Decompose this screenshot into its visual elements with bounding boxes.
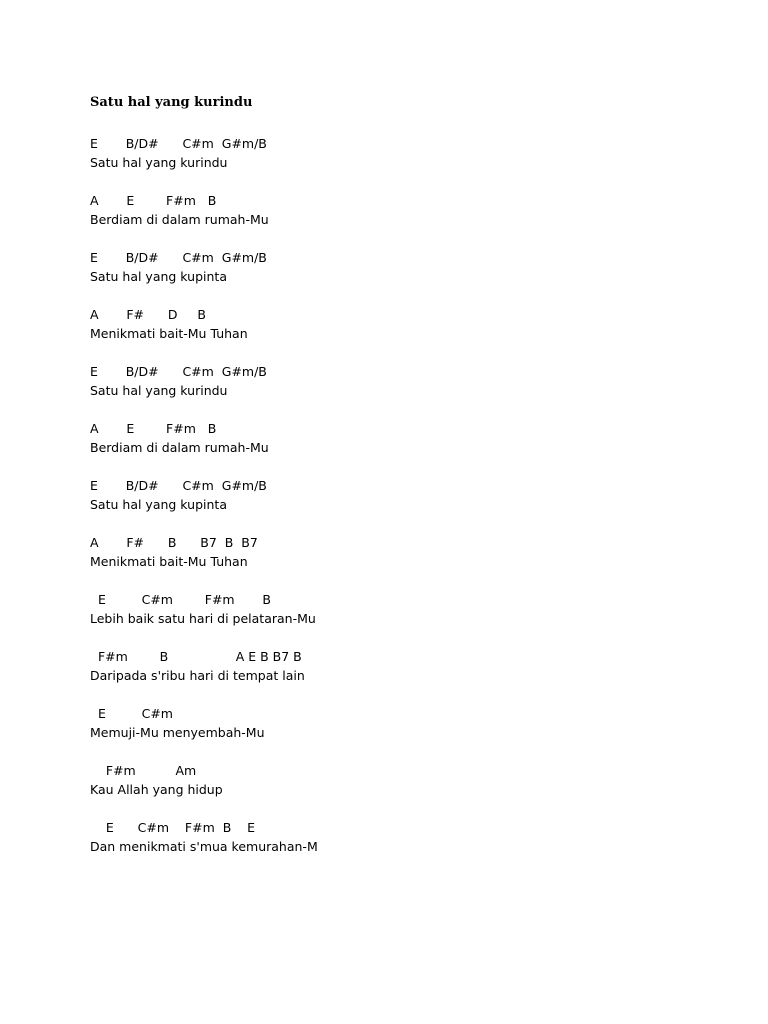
chord-line: F#m B A E B B7 B <box>90 649 302 664</box>
stanza <box>90 305 730 343</box>
stanza <box>90 248 730 286</box>
lyric-line: Memuji-Mu menyembah-Mu <box>90 725 265 740</box>
song-title: Satu hal yang kurindu <box>90 95 253 110</box>
chord-line: A F# B B7 B B7 <box>90 535 258 550</box>
lyric-line: Satu hal yang kupinta <box>90 269 227 284</box>
stanza <box>90 134 730 172</box>
chord-line: E C#m F#m B <box>90 592 271 607</box>
lyric-line: Berdiam di dalam rumah-Mu <box>90 440 269 455</box>
chord-line: E B/D# C#m G#m/B <box>90 364 267 379</box>
chord-line: E C#m F#m B E <box>90 820 256 835</box>
chord-line: A E F#m B <box>90 421 217 436</box>
lyric-line: Berdiam di dalam rumah-Mu <box>90 212 269 227</box>
chord-line: A E F#m B <box>90 193 217 208</box>
lyric-line: Menikmati bait-Mu Tuhan <box>90 326 248 341</box>
lyric-line: Satu hal yang kurindu <box>90 155 228 170</box>
lyric-line: Menikmati bait-Mu Tuhan <box>90 554 248 569</box>
stanza <box>90 647 730 685</box>
stanza <box>90 533 730 571</box>
stanza <box>90 476 730 514</box>
lyric-line: Lebih baik satu hari di pelataran-Mu <box>90 611 316 626</box>
chord-line: E B/D# C#m G#m/B <box>90 250 267 265</box>
lyric-line: Satu hal yang kurindu <box>90 383 228 398</box>
chord-line: F#m Am <box>90 763 197 778</box>
stanza <box>90 362 730 400</box>
stanza <box>90 590 730 628</box>
stanza <box>90 419 730 457</box>
chord-line: E C#m <box>90 706 173 721</box>
stanza <box>90 704 730 742</box>
lyric-line: Dan menikmati s'mua kemurahan-M <box>90 839 318 854</box>
lyrics-document <box>90 93 730 875</box>
chord-line: A F# D B <box>90 307 206 322</box>
stanza <box>90 818 730 856</box>
stanza <box>90 191 730 229</box>
lyric-line: Daripada s'ribu hari di tempat lain <box>90 668 305 683</box>
chord-line: E B/D# C#m G#m/B <box>90 136 267 151</box>
stanza <box>90 761 730 799</box>
chord-line: E B/D# C#m G#m/B <box>90 478 267 493</box>
lyric-line: Satu hal yang kupinta <box>90 497 227 512</box>
lyric-line: Kau Allah yang hidup <box>90 782 223 797</box>
